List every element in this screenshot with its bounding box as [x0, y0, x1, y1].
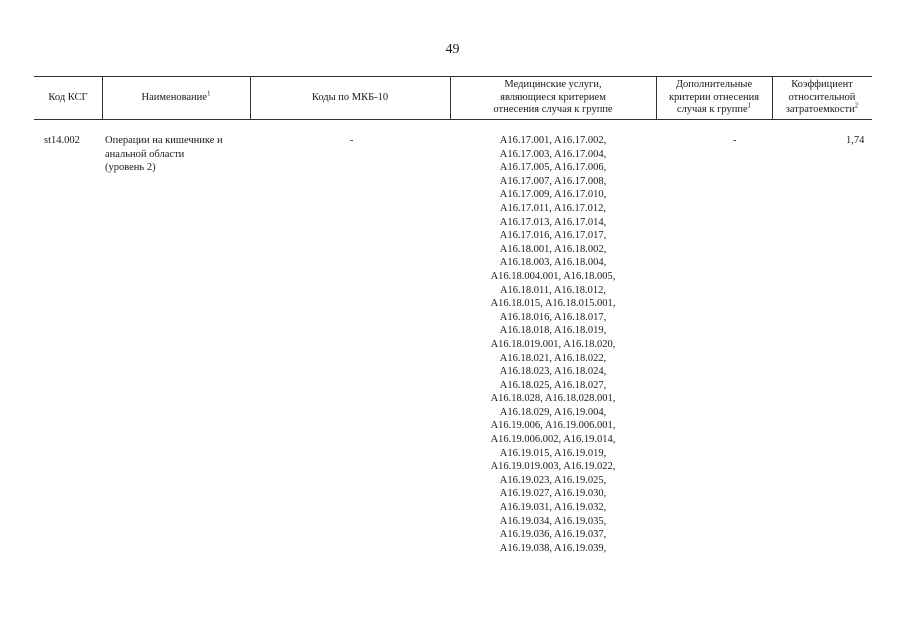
row-coefficient: 1,74 — [846, 135, 865, 146]
service-code-line: A16.19.015, A16.19.019, — [499, 447, 607, 459]
service-code-line: A16.18.004.001, A16.18.005, — [490, 270, 616, 282]
header-extra-criteria-label: Дополнительные критерии отнесения случая к группе$^1$ — [668, 79, 760, 116]
service-code-line: A16.19.006.002, A16.19.014, — [490, 434, 616, 446]
service-code-line: A16.17.001, A16.17.002, — [499, 135, 607, 146]
row-extra-criteria: - — [733, 135, 737, 146]
service-code-line: A16.17.013, A16.17.014, — [499, 216, 607, 228]
service-code-line: A16.19.038, A16.19.039, — [499, 542, 607, 554]
page-number: 49 — [445, 42, 460, 57]
service-code-line: A16.17.011, A16.17.012, — [499, 202, 607, 214]
service-code-line: A16.19.036, A16.19.037, — [499, 529, 607, 541]
header-coefficient — [772, 77, 872, 119]
service-code-line: A16.18.001, A16.18.002, — [499, 243, 607, 255]
service-code-line: A16.18.016, A16.18.017, — [499, 311, 607, 323]
service-code-line: A16.19.034, A16.19.035, — [499, 515, 607, 527]
service-code-line: A16.17.007, A16.17.008, — [499, 175, 607, 187]
row-name-line: (уровень 2) — [105, 162, 156, 174]
row-services-list — [450, 134, 656, 555]
service-code-line: A16.18.029, A16.19.004, — [499, 406, 607, 418]
row-code: st14.002 — [44, 135, 80, 146]
ksg-table — [34, 76, 872, 554]
row-name-line: анальной области — [105, 148, 185, 160]
service-code-line: A16.18.028, A16.18.028.001, — [490, 393, 616, 405]
service-code-line: A16.18.023, A16.18.024, — [499, 366, 607, 378]
service-code-line: A16.18.018, A16.18.019, — [499, 325, 607, 337]
header-services — [450, 77, 656, 119]
header-code — [34, 77, 102, 119]
service-code-line: A16.17.016, A16.17.017, — [499, 230, 607, 242]
service-code-line: A16.18.019.001, A16.18.020, — [490, 338, 616, 350]
service-code-line: A16.17.009, A16.17.010, — [499, 189, 607, 201]
header-extra-criteria — [656, 77, 772, 119]
service-code-line: A16.17.003, A16.17.004, — [499, 148, 607, 160]
header-mkb — [250, 77, 450, 119]
service-code-line: A16.19.023, A16.19.025, — [499, 474, 607, 486]
service-code-line: A16.19.019.003, A16.19.022, — [490, 461, 616, 473]
service-code-line: A16.19.031, A16.19.032, — [499, 502, 607, 514]
row-name-line: Операции на кишечнике и — [105, 135, 223, 146]
service-code-line: A16.18.025, A16.18.027, — [499, 379, 607, 391]
header-mkb-label: Коды по МКБ-10 — [311, 91, 389, 103]
service-code-line: A16.18.011, A16.18.012, — [499, 284, 607, 296]
table-header-row — [34, 76, 872, 120]
service-code-line: A16.19.006, A16.19.006.001, — [490, 420, 616, 432]
header-coefficient-label: Коэффициент относительной затратоемкости$^2$ — [785, 79, 859, 116]
header-code-label: Код КСГ — [48, 91, 88, 103]
row-mkb: - — [350, 135, 354, 146]
service-code-line: A16.18.003, A16.18.004, — [499, 257, 607, 269]
row-name — [105, 134, 250, 175]
header-services-label: Медицинские услуги, являющиеся критерием отнесения случая к группе — [493, 79, 613, 116]
header-name — [102, 77, 250, 119]
header-name-label: Наименование$^1$ — [141, 89, 211, 103]
service-code-line: A16.17.005, A16.17.006, — [499, 162, 607, 174]
service-code-line: A16.18.021, A16.18.022, — [499, 352, 607, 364]
service-code-line: A16.18.015, A16.18.015.001, — [490, 298, 616, 310]
service-code-line: A16.19.027, A16.19.030, — [499, 488, 607, 500]
